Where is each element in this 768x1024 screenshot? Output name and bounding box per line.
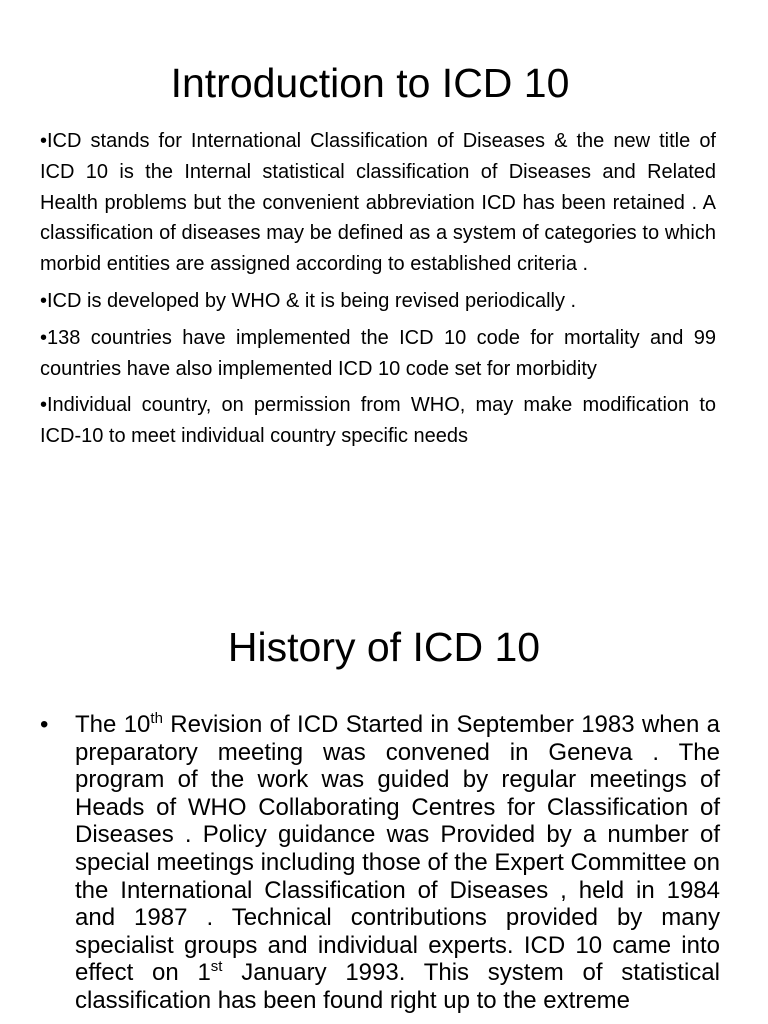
bullet-text — [75, 711, 720, 1015]
intro-body — [40, 126, 716, 458]
text-segment: The 10 — [75, 711, 151, 738]
slide-history — [0, 600, 768, 1024]
slide-title: Introduction to ICD 10 — [170, 60, 570, 106]
bullet-icon: • — [40, 711, 49, 738]
history-body — [40, 711, 720, 1015]
paragraph-who-revision: •ICD is developed by WHO & it is being revised periodically . — [40, 289, 577, 312]
superscript: th — [150, 710, 163, 727]
text-segment: January 1993. This system of statistical classification has been found right up to the extreme — [75, 959, 720, 1014]
slide-title: History of ICD 10 — [227, 624, 541, 670]
paragraph-countries-implemented: •138 countries have implemented the ICD 10 code for mortality and 99 countries have also implemented ICD 10 code set for morbidity — [40, 326, 716, 380]
superscript: st — [210, 958, 223, 976]
text-segment: Revision of ICD Started in September 1983 when a preparatory meeting was convened in Geneva . The program of the work was guided by regular meetings of Heads of WHO Collaborating Centres for Classification of Diseases . Policy guidance was Provided by a number of special meetings including those of the Expert Committee on the International Classification of Diseases , held in 1984 and 1987 . Technical contributions provided by many specialist groups and individual experts. ICD 10 came into effect on 1 — [75, 711, 721, 987]
paragraph-icd-definition: •ICD stands for International Classification of Diseases & the new title of ICD 10 is the Internal statistical classification of Diseases and Related Health problems but the convenient abbreviation ICD has been retained . A classification of diseases may be defined as a system of categories to which morbid entities are assigned according to established criteria . — [40, 130, 716, 276]
paragraph-country-modification: •Individual country, on permission from WHO, may make modification to ICD-10 to meet individual country specific needs — [40, 394, 716, 448]
list-item — [40, 711, 720, 1015]
